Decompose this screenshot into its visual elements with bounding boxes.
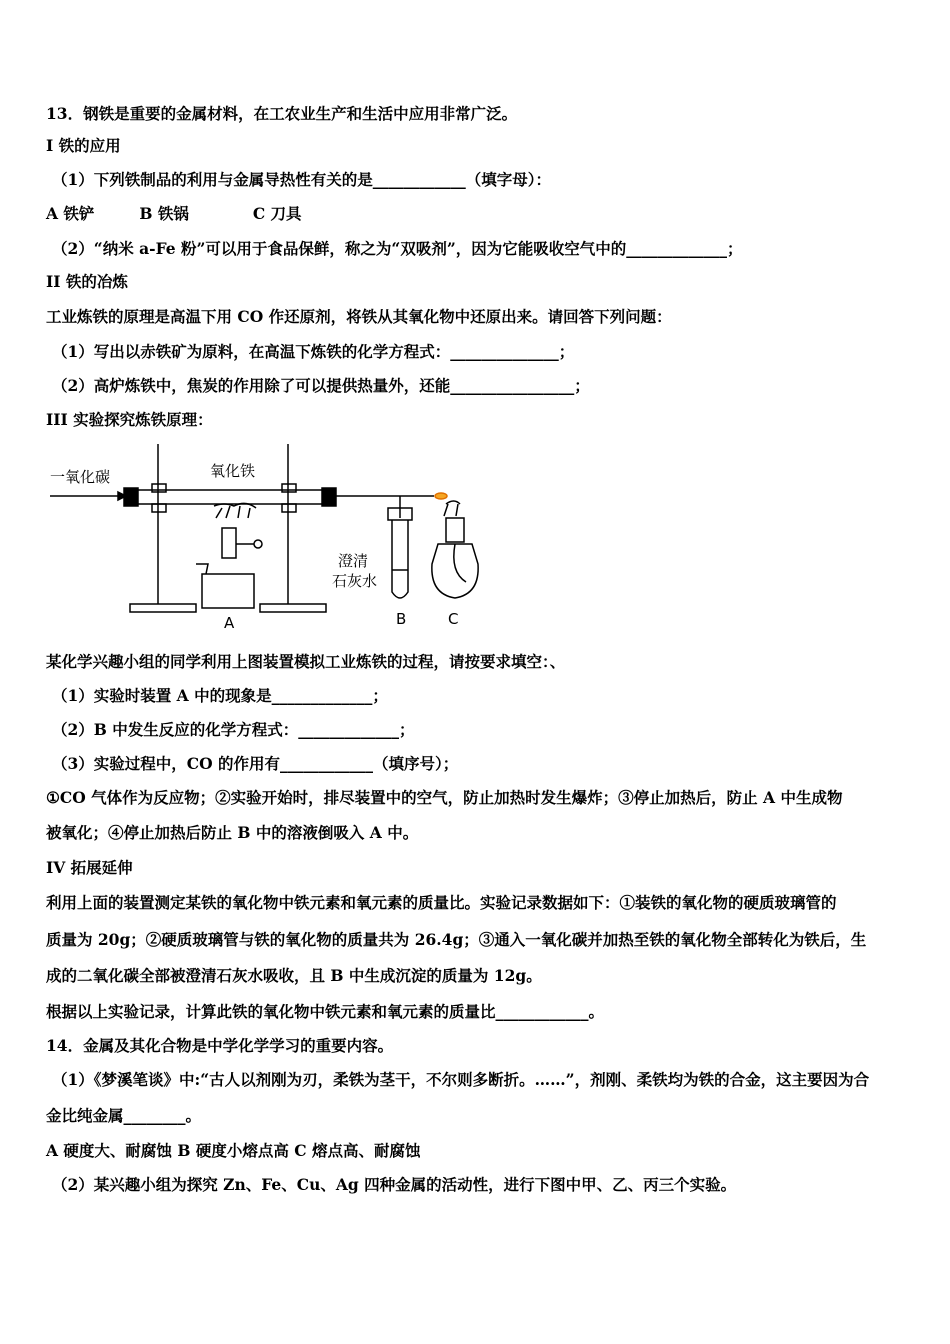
sec4-p3: 成的二氧化碳全部被澄清石灰水吸收，且 B 中生成沉淀的质量为 12g。	[46, 966, 542, 985]
sec3-choices-2: 被氧化；④停止加热后防止 B 中的溶液倒吸入 A 中。	[46, 823, 419, 842]
q14-q1-line1: （1）《梦溪笔谈》中:“古人以剂刚为刃，柔铁为茎干，不尔则多断折。……”，剂刚、柔铁均为铁的合金，这主要因为合	[52, 1070, 870, 1089]
sec3-q3: （3）实验过程中，CO 的作用有____________（填序号）；	[52, 754, 459, 773]
q14-options: A 硬度大、耐腐蚀 B 硬度小熔点高 C 熔点高、耐腐蚀	[46, 1141, 421, 1160]
limewater-label-2: 石灰水	[332, 572, 378, 590]
sec3-choices-1: ①CO 气体作为反应物；②实验开始时，排尽装置中的空气，防止加热时发生爆炸；③停止加热后，防止 A 中生成物	[46, 788, 843, 807]
burner-c	[432, 544, 478, 598]
sec4-p2: 质量为 20g；②硬质玻璃管与铁的氧化物的质量共为 26.4g；③通入一氧化碳并加热至铁的氧化物全部转化为铁后，生	[46, 930, 867, 949]
co-label: 一氧化碳	[50, 468, 111, 486]
flame-icon	[435, 493, 447, 499]
sec2-heading: II 铁的冶炼	[46, 272, 128, 291]
sec4-p4: 根据以上实验记录，计算此铁的氧化物中铁元素和氧元素的质量比____________。	[46, 1002, 605, 1021]
sec4-p1: 利用上面的装置测定某铁的氧化物中铁元素和氧元素的质量比。实验记录数据如下：①装铁的氧化物的硬质玻璃管的	[46, 893, 837, 912]
sec2-q1: （1）写出以赤铁矿为原料，在高温下炼铁的化学方程式：______________；	[52, 342, 575, 361]
sec3-heading: III 实验探究炼铁原理：	[46, 410, 213, 429]
option-b: B 铁锅	[139, 204, 189, 223]
sec3-intro: 某化学兴趣小组的同学利用上图装置模拟工业炼铁的过程，请按要求填空：、	[46, 652, 566, 671]
sec3-q2: （2）B 中发生反应的化学方程式：_____________；	[52, 720, 415, 739]
apparatus-diagram	[46, 432, 486, 632]
sec1-heading: I 铁的应用	[46, 136, 121, 155]
q14-q1-line2: 金比纯金属________。	[46, 1106, 202, 1125]
sec3-q1: （1）实验时装置 A 中的现象是_____________；	[52, 686, 388, 705]
sec2-q2: （2）高炉炼铁中，焦炭的作用除了可以提供热量外，还能________________；	[52, 376, 590, 395]
q14-q2: （2）某兴趣小组为探究 Zn、Fe、Cu、Ag 四种金属的活动性，进行下图中甲、乙、丙三个实验。	[52, 1175, 737, 1194]
sec1-options	[46, 204, 302, 224]
option-c: C 刀具	[252, 204, 302, 223]
option-a: A 铁铲	[46, 204, 95, 223]
sec4-heading: IV 拓展延伸	[46, 858, 133, 877]
burner-a	[202, 574, 254, 608]
sec1-q2: （2）“纳米 a-Fe 粉”可以用于食品保鲜，称之为“双吸剂”，因为它能吸收空气中的_____________；	[52, 239, 743, 258]
q14-title: 14．金属及其化合物是中学化学学习的重要内容。	[46, 1036, 394, 1055]
q13-title: 13．钢铁是重要的金属材料，在工农业生产和生活中应用非常广泛。	[46, 104, 518, 123]
test-tube-b	[392, 520, 408, 598]
sec2-intro: 工业炼铁的原理是高温下用 CO 作还原剂，将铁从其氧化物中还原出来。请回答下列问题：	[46, 307, 672, 326]
label-c: C	[448, 610, 459, 628]
label-b: B	[396, 610, 407, 628]
oxide-label: 氧化铁	[210, 462, 256, 480]
sec1-q1: （1）下列铁制品的利用与金属导热性有关的是____________（填字母）：	[52, 170, 552, 189]
limewater-label-1: 澄清	[338, 552, 369, 570]
label-a: A	[224, 614, 235, 632]
